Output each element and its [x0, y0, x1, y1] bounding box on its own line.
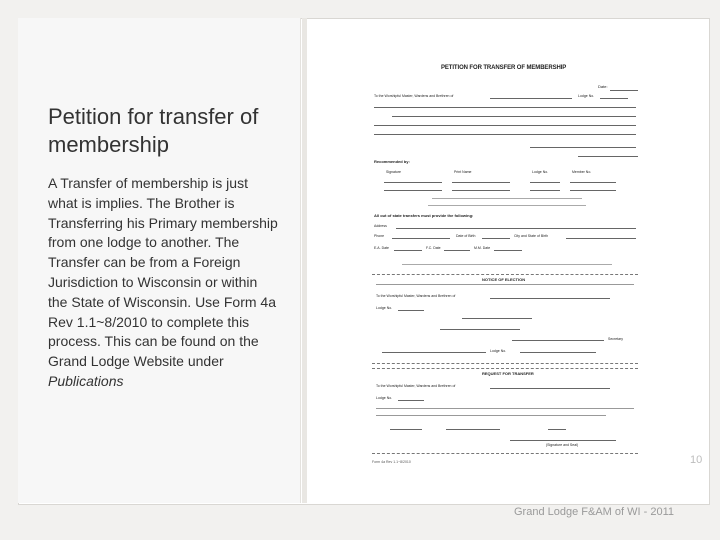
form-id: Form 4a Rev 1.1~8/2010 — [372, 460, 411, 464]
notice-greeting: To the Worshipful Master, Wardens and Brethren of — [376, 294, 456, 298]
form-lodge-no: Lodge No. — [578, 94, 595, 98]
form-fc-date-label: F.C. Date — [426, 246, 441, 250]
notice-secretary: Secretary — [608, 337, 623, 341]
body-emphasis: Publications — [48, 372, 124, 389]
form-dob-label: Date of Birth — [456, 234, 476, 238]
request-lodge-no: Lodge No. — [376, 396, 393, 400]
form-mm-date-label: M.M. Date — [474, 246, 491, 250]
body-text: A Transfer of membership is just what is implies. The Brother is Transferring his Primary membership from one lodge to another. The Transfer can be from a Foreign Jurisdiction to Wisconsin or within the State of Wisconsin. Use Form 4a Rev 1.1~8/2010 to complete this process. This can be found on the Grand Lodge Website under — [48, 175, 278, 370]
form-print-name-label: Print Name — [454, 170, 472, 174]
request-greeting: To the Worshipful Master, Wardens and Brethren of — [376, 384, 456, 388]
form-signature-label: Signature — [386, 170, 401, 174]
form-date-label: Date: — [598, 84, 608, 89]
form-out-of-state: All out of state transfers must provide the following: — [374, 213, 474, 218]
form-ea-date-label: E.A. Date — [374, 246, 389, 250]
petition-form-image — [362, 56, 648, 470]
slide-body — [48, 174, 278, 392]
request-for-transfer-section — [372, 368, 638, 454]
notice-lodge-no: Lodge No. — [376, 306, 393, 310]
request-for-transfer-heading: REQUEST FOR TRANSFER — [482, 371, 534, 376]
form-address-label: Address — [374, 224, 387, 228]
form-title: PETITION FOR TRANSFER OF MEMBERSHIP — [441, 65, 567, 71]
notice-lodge-no-2: Lodge No. — [490, 349, 507, 353]
panel-divider — [302, 18, 307, 503]
notice-of-election-heading: NOTICE OF ELECTION — [482, 277, 526, 282]
form-recommended-by: Recommended by: — [374, 159, 410, 164]
footer-text: Grand Lodge F&AM of WI - 2011 — [514, 506, 674, 518]
request-signature-seal: (Signature and Seal) — [546, 443, 579, 447]
form-member-no-label: Member No. — [572, 170, 592, 174]
page-number: 10 — [690, 454, 703, 466]
form-phone-label: Phone — [374, 234, 385, 238]
slide-title: Petition for transfer of membership — [48, 104, 259, 157]
form-city-state-label: City and State of Birth — [514, 234, 549, 238]
form-lodge-label: Lodge No. — [532, 170, 549, 174]
form-greeting: To the Worshipful Master, Wardens and Brethren of — [374, 94, 454, 98]
